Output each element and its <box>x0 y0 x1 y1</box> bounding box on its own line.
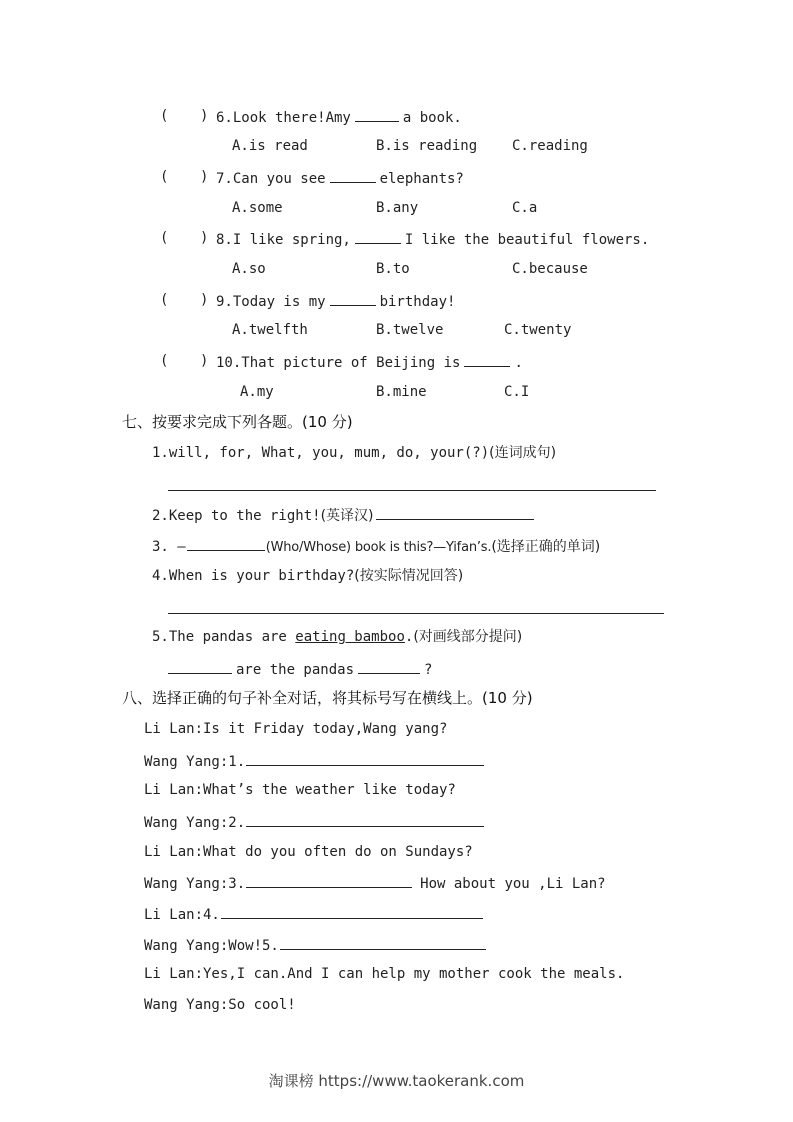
dialogue-text: Wang Yang:1. <box>144 754 246 770</box>
dialogue-line-10: Wang Yang:So cool! <box>144 997 296 1013</box>
section-8-heading: 八、选择正确的句子补全对话，将其标号写在横线上。(10 分) <box>122 689 533 707</box>
answer-paren-close: ) <box>200 353 209 369</box>
question-prefix: 5.The pandas are <box>152 629 296 645</box>
instruction-note: (英译汉) <box>320 508 374 524</box>
answer-blank[interactable] <box>168 659 232 674</box>
answer-line[interactable] <box>168 613 664 614</box>
answer-blank[interactable] <box>246 751 484 766</box>
option-b: B.to <box>376 261 410 277</box>
question-text: 9.Today is my <box>216 294 326 310</box>
answer-blank[interactable] <box>355 107 399 122</box>
option-c: C.because <box>512 261 588 277</box>
option-c: C.a <box>512 200 538 216</box>
option-a: A.some <box>232 200 283 216</box>
footer-watermark: 淘课榜 https://www.taokerank.com <box>268 1072 525 1090</box>
question-suffix: . <box>404 629 414 645</box>
answer-paren-close: ) <box>200 108 209 124</box>
question-text: 6.Look there!Amy <box>216 110 351 126</box>
instruction-note: (对画线部分提问) <box>413 629 523 645</box>
question-text-after: . <box>514 355 523 371</box>
question-text: (Who/Whose) book is this?—Yifan’s. <box>265 540 492 555</box>
dialogue-line-5: Li Lan:What do you often do on Sundays? <box>144 844 473 860</box>
dialogue-line-8 <box>144 935 490 955</box>
answer-blank[interactable] <box>221 904 483 919</box>
dialogue-line-2 <box>144 751 488 771</box>
s7-question-1 <box>152 444 556 462</box>
question-prefix: 3. — <box>152 539 186 555</box>
option-a: A.twelfth <box>232 322 308 338</box>
question-text: 7.Can you see <box>216 171 326 187</box>
answer-line[interactable] <box>168 490 656 491</box>
answer-blank[interactable] <box>376 505 534 520</box>
answer-paren-open: ( <box>160 108 169 124</box>
question-text: 1.will, for, What, you, mum, do, your(?) <box>152 445 490 461</box>
option-a: A.so <box>232 261 266 277</box>
option-b: B.any <box>376 200 419 216</box>
question-text-after: birthday! <box>379 294 456 310</box>
answer-blank[interactable] <box>280 935 486 950</box>
answer-blank[interactable] <box>330 291 376 306</box>
s7-question-2 <box>152 505 538 525</box>
dialogue-line-6 <box>144 873 606 893</box>
question-text: 10.That picture of Beijing is <box>216 355 461 371</box>
option-b: B.twelve <box>376 322 444 338</box>
answer-paren-close: ) <box>200 292 209 308</box>
answer-blank[interactable] <box>246 873 412 888</box>
answer-paren-open: ( <box>160 169 169 185</box>
question-text: 8.I like spring, <box>216 232 351 248</box>
option-c: C.reading <box>512 138 588 154</box>
answer-blank[interactable] <box>464 352 510 367</box>
s7-question-4 <box>152 567 463 585</box>
answer-paren-open: ( <box>160 292 169 308</box>
question-text: 2.Keep to the right! <box>152 508 321 524</box>
answer-blank[interactable] <box>187 536 265 551</box>
s7-question-3 <box>152 536 600 557</box>
option-b: B.mine <box>376 384 427 400</box>
answer-blank[interactable] <box>355 229 401 244</box>
dialogue-line-4 <box>144 812 488 832</box>
instruction-note: (选择正确的单词) <box>491 539 601 555</box>
dialogue-text-after: How about you ,Li Lan? <box>420 876 606 892</box>
underlined-phrase: eating bamboo <box>295 629 405 645</box>
answer-blank[interactable] <box>330 168 376 183</box>
question-text: 4.When is your birthday? <box>152 568 355 584</box>
question-text-after: a book. <box>402 110 462 126</box>
option-a: A.my <box>240 384 274 400</box>
answer-paren-open: ( <box>160 230 169 246</box>
option-a: A.is read <box>232 138 308 154</box>
dialogue-line-1: Li Lan:Is it Friday today,Wang yang? <box>144 721 448 737</box>
s7-question-5 <box>152 628 522 646</box>
dialogue-text: Li Lan:4. <box>144 907 220 923</box>
dialogue-text: Wang Yang:Wow!5. <box>144 938 279 954</box>
dialogue-line-9: Li Lan:Yes,I can.And I can help my mother cook the meals. <box>144 966 625 982</box>
question-text-after: I like the beautiful flowers. <box>404 232 650 248</box>
answer-paren-close: ) <box>200 230 209 246</box>
instruction-note: (按实际情况回答) <box>354 568 464 584</box>
answer-paren-close: ) <box>200 169 209 185</box>
answer-blank[interactable] <box>246 812 484 827</box>
answer-blank[interactable] <box>358 659 420 674</box>
answer-end-text: ? <box>424 662 433 678</box>
option-c: C.twenty <box>504 322 572 338</box>
answer-mid-text: are the pandas <box>236 662 355 678</box>
s7-question-5-answer <box>164 659 432 679</box>
dialogue-text: Wang Yang:2. <box>144 815 246 831</box>
answer-paren-open: ( <box>160 353 169 369</box>
option-b: B.is reading <box>376 138 478 154</box>
dialogue-text: Wang Yang:3. <box>144 876 246 892</box>
dialogue-line-3: Li Lan:What’s the weather like today? <box>144 782 456 798</box>
dialogue-line-7 <box>144 904 487 924</box>
question-text-after: elephants? <box>379 171 464 187</box>
section-7-heading: 七、按要求完成下列各题。(10 分) <box>122 413 353 431</box>
instruction-note: (连词成句) <box>489 445 557 461</box>
option-c: C.I <box>504 384 530 400</box>
